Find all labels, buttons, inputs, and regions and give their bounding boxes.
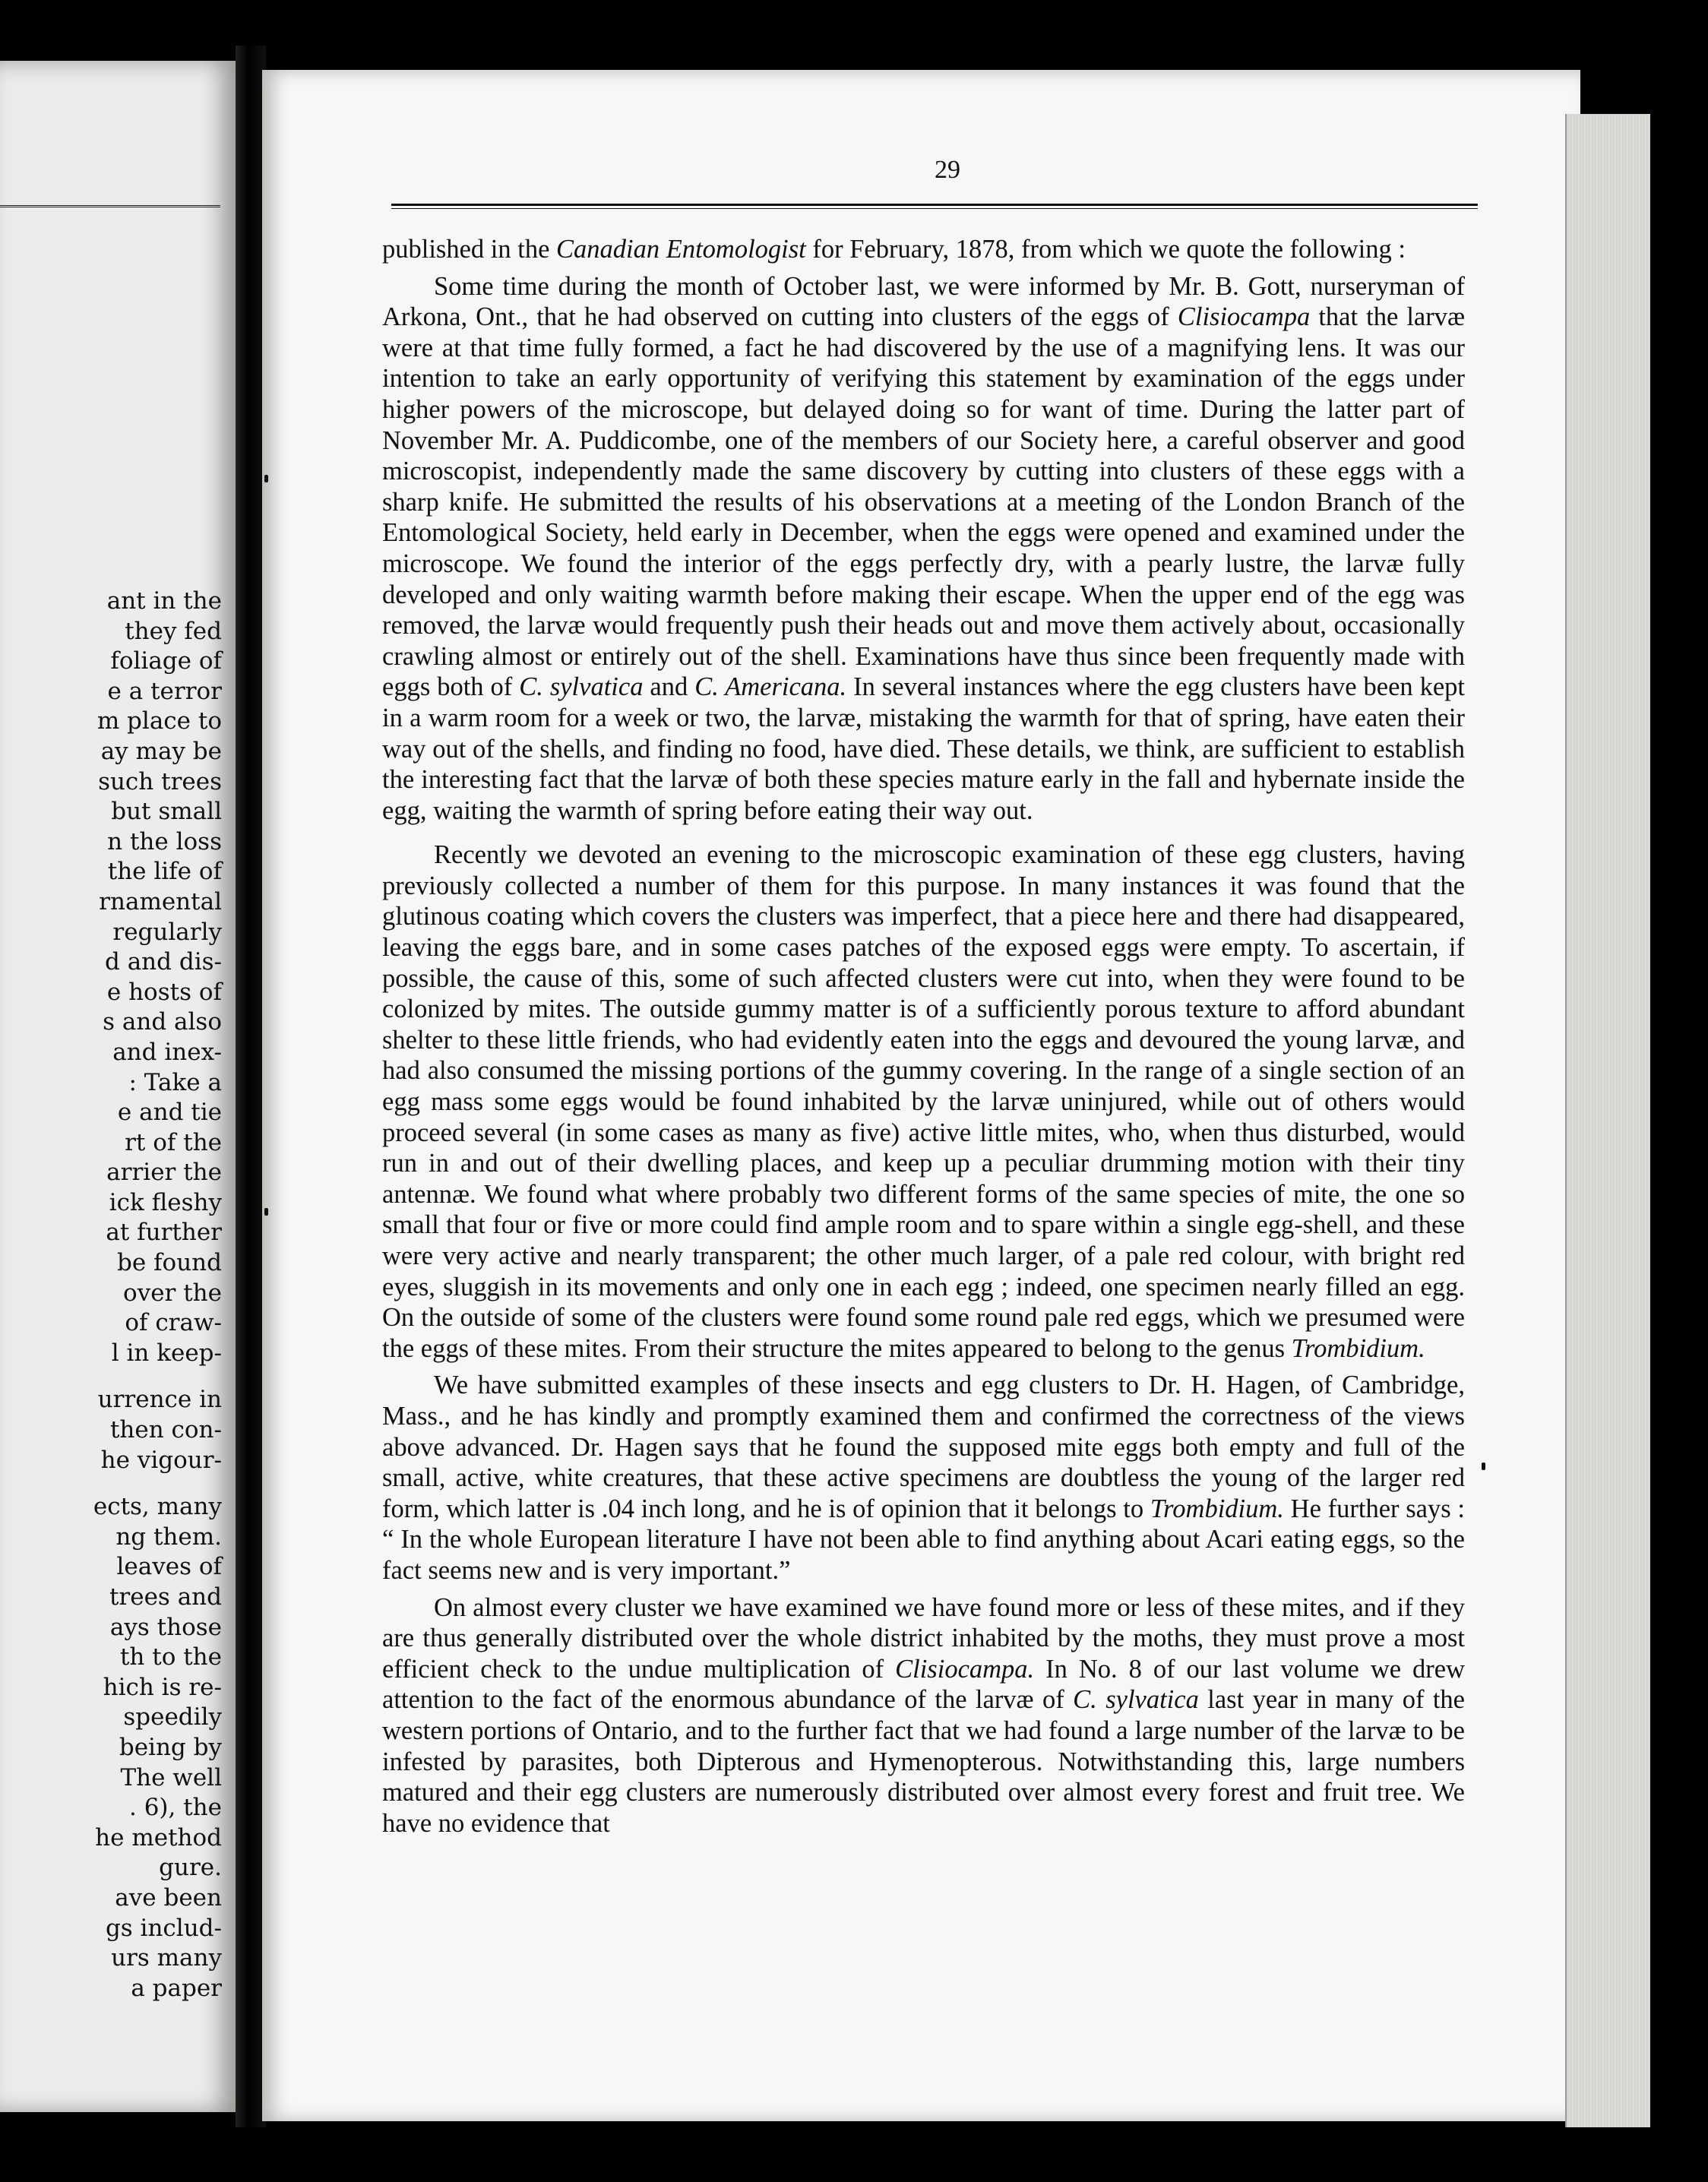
paragraph <box>382 234 1465 265</box>
left-page-line: ay may be <box>100 737 222 765</box>
left-page-line: speedily <box>123 1703 222 1731</box>
left-page-line: s and also <box>103 1008 222 1036</box>
italic-term: C. Americana. <box>694 672 847 702</box>
left-page-line: The well <box>120 1763 222 1791</box>
left-page-line: he method <box>95 1823 222 1852</box>
text-run: last year in many of the western portions of Ontario, and to the further fact that we had found a large number of the larvæ to be infested by parasites, both Dipterous and Hymenopterous. Notwithstanding this, large numbers matured and their egg clusters are numerously distributed over almost every forest and fruit tree. We have no evidence that <box>382 1685 1465 1838</box>
left-page-line: arrier the <box>106 1159 222 1187</box>
left-page-line: be found <box>117 1249 222 1277</box>
left-page-header-rule <box>0 205 220 207</box>
text-run: In No. 8 of our last volume we drew attention to the fact of the enormous abundance of the larvæ of <box>382 1654 1466 1715</box>
text-run: In several instances where the egg clusters have been kept in a warm room for a week or two, the larvæ, mistaking the warmth for that of spring, have eaten their way out of the shells, and finding no food, have died. These details, we think, are sufficient to establish the interesting fact that the larvæ of both these species mature early in the fall and hybernate inside the egg, waiting the warmth of spring before eating their way out. <box>382 672 1465 825</box>
page-number: 29 <box>935 156 960 184</box>
left-page-line: hich is re- <box>103 1673 222 1701</box>
binding-hole-mark <box>264 1208 268 1216</box>
binding-hole-mark <box>264 475 268 482</box>
text-run: Recently we devoted an evening to the microscopic examination of these egg clusters, having previously collected a number of them for this purpose. In many instances it was found that the glutinous coating which covers the clusters was imperfect, that a piece here and there had disappeared, leaving the eggs bare, and in some cases patches of the exposed eggs were empty. To ascertain, if possible, the cause of this, some of such affected clusters were cut into, when they were found to be colonized by mites. The outside gummy matter is of a sufficiently porous texture to afford abundant shelter to these little friends, who had evidently eaten into the eggs and devoured the young larvæ, and had also consumed the missing portions of the gummy covering. In the range of a single section of an egg mass some eggs would be found inhabited by the larvæ uninjured, while out of others would proceed several (in some cases as many as five) active little mites, who, when thus disturbed, would run in and out of their dwelling places, and keep up a peculiar drumming motion with their tiny antennæ. We found what where probably two different forms of the same species of mite, the one so small that four or five or more could find ample room and to spare within a single egg-shell, and these were very active and nearly transparent; the other much larger, of a pale red colour, with bright red eyes, sluggish in its movements and only one in each egg ; indeed, one specimen nearly filled an egg. On the outside of some of the clusters were found some round pale red eggs, which we presumed were the eggs of these mites. From their structure the mites appeared to belong to the genus <box>382 840 1465 1363</box>
text-run: We have submitted examples of these insects and egg clusters to Dr. H. Hagen, of Cambridge, Mass., and he has kindly and promptly examined them and confirmed the correctness of the views above advanced. Dr. Hagen says that he found the supposed mite eggs both empty and full of the small, active, white creatures, that these active specimens are doubtless the young of the larger red form, which latter is .04 inch long, and he is of opinion that it belongs to <box>382 1371 1465 1523</box>
left-page-line: a paper <box>131 1974 222 2002</box>
left-page-line: m place to <box>96 707 222 735</box>
left-page-line: th to the <box>119 1643 222 1671</box>
left-page-line: such trees <box>98 767 222 795</box>
left-facing-page <box>0 61 236 2112</box>
left-page-line: . 6), the <box>128 1794 222 1822</box>
left-page-line: then con- <box>109 1416 222 1444</box>
left-page-line: ave been <box>115 1883 222 1912</box>
left-page-line: they fed <box>125 617 222 645</box>
left-page-line: rt of the <box>125 1128 222 1156</box>
body-text <box>382 234 1465 1839</box>
left-page-line: he vigour- <box>100 1446 222 1474</box>
left-page-line: rnamental <box>99 887 222 915</box>
italic-term: C. sylvatica <box>519 672 644 702</box>
left-page-line: ant in the <box>106 587 222 615</box>
left-page-line: ays those <box>109 1613 222 1641</box>
left-page-line: regularly <box>112 918 222 946</box>
text-run: published in the <box>382 235 557 264</box>
italic-term: Trombidium. <box>1291 1333 1425 1363</box>
text-run: On almost every cluster we have examined we have found more or less of these mites, and if they are thus generally distributed over the whole district inhabited by the moths, they must prove a most efficient check to the undue multiplication of <box>382 1592 1465 1684</box>
paragraph <box>382 1592 1465 1839</box>
italic-term: Clisiocampa. <box>895 1654 1035 1684</box>
text-run: and <box>643 672 695 702</box>
left-page-line: of craw- <box>125 1309 222 1337</box>
book-gutter <box>236 46 266 2127</box>
left-page-paragraph-gap <box>2 1475 222 1492</box>
left-page-line: and inex- <box>112 1038 222 1066</box>
left-page-paragraph-gap <box>2 1368 222 1385</box>
paragraph <box>382 1370 1465 1586</box>
left-page-line: : Take a <box>128 1068 222 1096</box>
paragraph <box>382 840 1465 1364</box>
left-page-line: the life of <box>107 858 222 886</box>
page-edges <box>1565 114 1650 2127</box>
italic-term: Clisiocampa <box>1177 302 1311 332</box>
left-page-line: ng them. <box>115 1523 222 1551</box>
left-page-line: over the <box>123 1279 222 1307</box>
text-run: that the larvæ were at that time fully formed, a fact he had discovered by the use of a magnifying lens. It was our intention to take an early opportunity of verifying this statement by examination of the eggs under higher powers of the microscope, but delayed doing so for want of time. During the latter part of November Mr. A. Puddicombe, one of the members of our Society here, a careful observer and good microscopist, independently made the same discovery by cutting into clusters of these eggs with a sharp knife. He submitted the results of his observations at a meeting of the London Branch of the Entomological Society, held early in December, when the eggs were opened and examined under the microscope. We found the interior of the eggs perfectly dry, with a pearly lustre, the larvæ fully developed and only waiting warmth before making their escape. When the upper end of the egg was removed, the larvæ would frequently push their heads out and move them actively about, occasionally crawling almost or entirely out of the shell. Examinations have thus since been frequently made with eggs both of <box>382 302 1465 702</box>
left-page-line: but small <box>111 798 222 826</box>
italic-term: C. sylvatica <box>1073 1685 1199 1715</box>
left-page-line: trees and <box>109 1583 222 1611</box>
left-page-line: e and tie <box>117 1099 222 1127</box>
text-run: Some time during the month of October last, we were informed by Mr. B. Gott, nurseryman of Arkona, Ont., that he had observed on cutting into clusters of the eggs of <box>382 271 1465 332</box>
left-page-line: e hosts of <box>106 978 222 1006</box>
left-page-line: d and dis- <box>105 948 222 976</box>
left-page-line: being by <box>119 1733 222 1761</box>
left-page-line: gure. <box>159 1854 222 1882</box>
paragraph <box>382 271 1465 827</box>
left-page-text-fragments <box>2 587 222 2003</box>
text-run: He further says : “ In the whole European literature I have not been able to find anything about Acari eating eggs, so the fact seems new and is very important.” <box>382 1494 1466 1585</box>
italic-term: Canadian Entomologist <box>556 235 806 264</box>
ink-speck <box>1482 1463 1485 1470</box>
left-page-line: n the loss <box>107 827 222 855</box>
left-page-line: ick fleshy <box>109 1188 222 1216</box>
text-run: for February, 1878, from which we quote the following : <box>805 235 1406 264</box>
header-rule <box>391 204 1478 209</box>
left-page-line: e a terror <box>107 677 222 705</box>
left-page-line: leaves of <box>116 1553 222 1581</box>
left-page-line: foliage of <box>110 647 222 675</box>
left-page-line: gs includ- <box>105 1914 222 1942</box>
left-page-line: at further <box>106 1219 222 1247</box>
left-page-line: l in keep- <box>111 1339 222 1367</box>
italic-term: Trombidium. <box>1150 1494 1284 1523</box>
left-page-line: urrence in <box>97 1386 222 1414</box>
left-page-line: urs many <box>111 1944 222 1972</box>
left-page-line: ects, many <box>93 1493 222 1521</box>
